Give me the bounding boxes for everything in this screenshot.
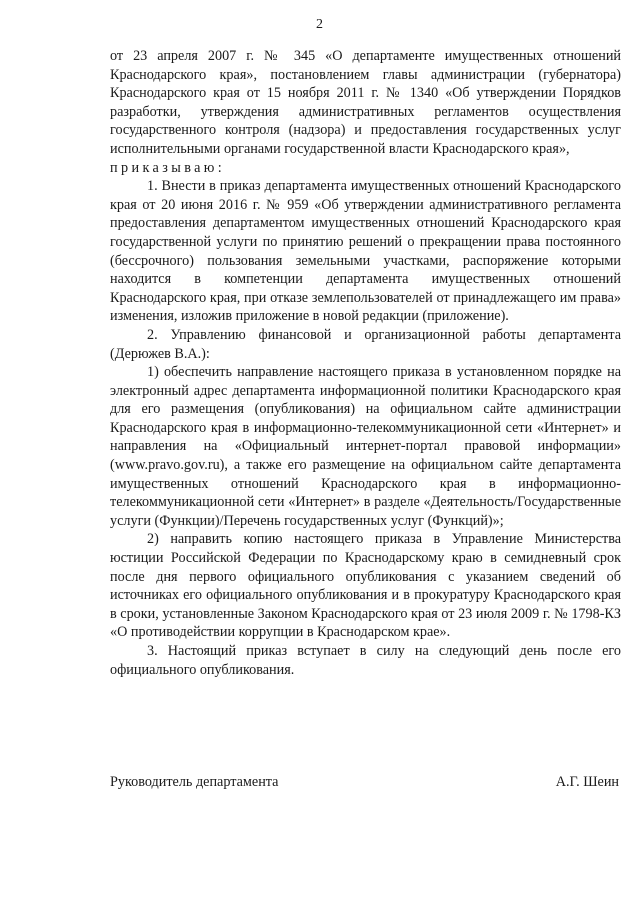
page-number: 2 [316, 17, 323, 32]
item-2-paragraph: 2. Управлению финансовой и организационной работы департамента (Дерюжев В.А.): [110, 326, 621, 362]
item-2-1-paragraph: 1) обеспечить направление настоящего приказа в установленном порядке на электронный адрес департамента информационной политики Краснодарского края для его размещения (опубликования) на официальном сайте администрации Краснодарского края в информационно-телекоммуникационной сети «Интернет» и направления на «Официальный интернет-портал правовой информации» (www.pravo.gov.ru), а также его размещение на официальном сайте департамента имущественных отношений Краснодарского края в информационно-телекоммуникационной сети «Интернет» в разделе «Деятельность/Государственные услуги (Функции)/Перечень государственных услуг (Функций)»; [110, 364, 621, 529]
item-3-paragraph: 3. Настоящий приказ вступает в силу на следующий день после его официального опубликования. [110, 643, 621, 678]
signatory-title: Руководитель департамента [110, 774, 279, 790]
document-body [110, 47, 621, 679]
item-1-paragraph: 1. Внести в приказ департамента имущественных отношений Краснодарского края от 20 июня 2016 г. № 959 «Об утверждении административного регламента предоставления департаментом имущественных отношений Краснодарского края государственной услуги по принятию решений о прекращении права постоянного (бессрочного) пользования земельными участками, распоряжение которыми находится в компетенции департамента имущественных отношений Краснодарского края, при отказе землепользователей от принадлежащего им права» изменения, изложив приложение в новой редакции (приложение). [110, 178, 621, 325]
item-2-2-paragraph: 2) направить копию настоящего приказа в Управление Министерства юстиции Российской Федерации по Краснодарскому краю в семидневный срок после дня первого официального опубликования с указанием сведений об источниках его официального опубликования и в прокуратуру Краснодарского края в сроки, установленные Законом Краснодарского края от 23 июля 2009 г. № 1798-КЗ «О противодействии коррупции в Краснодарском крае». [110, 531, 621, 641]
order-word: приказываю: [110, 159, 226, 176]
signatory-name: А.Г. Шеин [555, 774, 619, 790]
intro-paragraph: от 23 апреля 2007 г. № 345 «О департаменте имущественных отношений Краснодарского края», постановлением главы администрации (губернатора) Краснодарского края от 15 ноября 2011 г. № 1340 «Об утверждении Порядков разработки, утверждения административных регламентов осуществления государственного контроля (надзора) и предоставления государственных услуг исполнительными органами государственной власти Краснодарского края», [110, 48, 621, 157]
